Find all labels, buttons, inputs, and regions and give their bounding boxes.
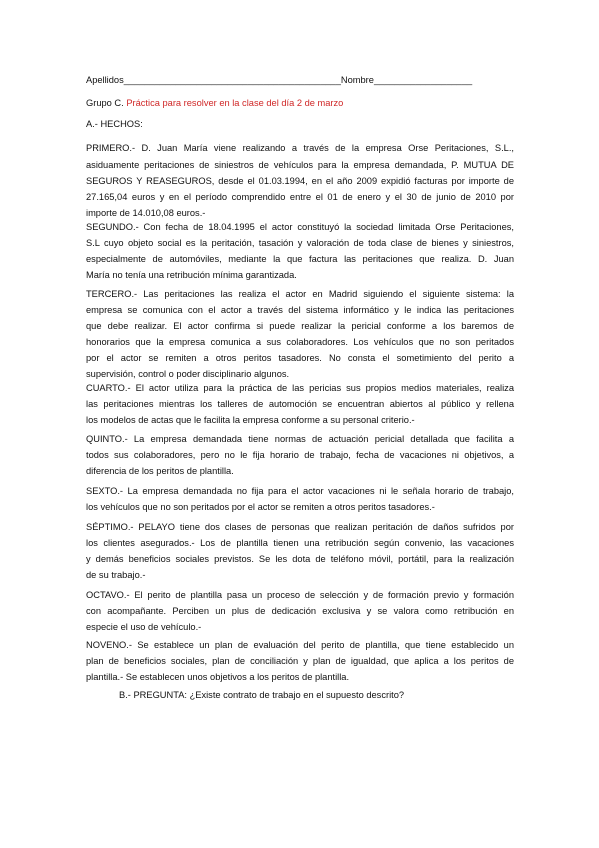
paragraph-line: y demás beneficios sociales previstos. Se les dota de teléfono móvil, portátil, para la realización — [86, 554, 514, 564]
paragraph-line: PRIMERO.- D. Juan María viene realizando a través de la empresa Orse Peritaciones, S.L., — [86, 143, 514, 153]
practice-title: Práctica para resolver en la clase del día 2 de marzo — [126, 98, 344, 108]
paragraph-line: importe de 14.010,08 euros.- — [86, 208, 206, 218]
paragraph-line: especialmente de automóviles, mediante la que factura las peritaciones que realiza. D. Juan — [86, 254, 514, 264]
group-label: Grupo C. — [86, 98, 124, 108]
paragraph-line: los vehículos que no son peritados por el actor se remiten a otros peritos tasadores.- — [86, 502, 435, 512]
paragraph-line: supervisión, control o poder disciplinario algunos. — [86, 369, 290, 379]
paragraph-line: especie el uso de vehículo.- — [86, 622, 202, 632]
paragraph-line: que debe realizar. El actor confirma si puede realizar la pericial conforme a los baremos de — [86, 321, 514, 331]
paragraph-line: SÉPTIMO.- PELAYO tiene dos clases de personas que realizan peritación de daños sufridos por — [86, 522, 514, 532]
paragraph-line: por el actor se remiten a otros peritos tasadores. No consta el sometimiento del perito a — [86, 353, 514, 363]
paragraph-line: los clientes asegurados.- Los de plantilla tienen una retribución según convenio, las vacaciones — [86, 538, 514, 548]
paragraph-line: de su trabajo.- — [86, 570, 146, 580]
paragraph-line: diferencia de los peritos de plantilla. — [86, 466, 234, 476]
paragraph-line: CUARTO.- El actor utiliza para la práctica de las pericias sus propios medios materiales, realiza — [86, 383, 514, 393]
paragraph-line: OCTAVO.- El perito de plantilla pasa un proceso de selección y de formación previo y formación — [86, 590, 514, 600]
paragraph-line: NOVENO.- Se establece un plan de evaluación del perito de plantilla, que tiene establecido un — [86, 640, 514, 650]
paragraph-line: TERCERO.- Las peritaciones las realiza el actor en Madrid siguiendo el siguiente sistema: la — [86, 289, 514, 299]
page-title — [86, 95, 514, 111]
paragraph-line: honorarios que la empresa comunica a sus colaboradores. Los vehículos que no son peritados — [86, 337, 514, 347]
hechos-heading: A.- HECHOS: — [86, 119, 143, 129]
paragraph-line: S.L cuyo objeto social es la peritación, tasación y valoración de toda clase de bienes y siniestros, — [86, 238, 514, 248]
paragraph-line: 27.165,04 euros y en el período comprendido entre el 01 de enero y el 30 de junio de 2010 por — [86, 192, 514, 202]
paragraph-line: SEXTO.- La empresa demandada no fija para el actor vacaciones ni le señala horario de trabajo, — [86, 486, 514, 496]
paragraph-line: empresa se comunica con el actor a través del sistema informático y le indica las peritaciones — [86, 305, 514, 315]
paragraph-line: QUINTO.- La empresa demandada tiene normas de actuación pericial detallada que facilita a — [86, 434, 514, 444]
paragraph-line: las peritaciones mientras los talleres de automoción se encuentran abiertos al público y rellena — [86, 399, 514, 409]
paragraph-line: plan de beneficios sociales, plan de conciliación y plan de igualdad, que aplica a los peritos de — [86, 656, 514, 666]
paragraph-line: SEGUROS Y REASEGUROS, desde el 01.03.1994, en el año 2009 expidió facturas por importe de — [86, 176, 514, 186]
paragraph-line: María no tenía una retribución mínima garantizada. — [86, 270, 297, 280]
paragraph-line: SEGUNDO.- Con fecha de 18.04.1995 el actor constituyó la sociedad limitada Orse Peritaciones, — [86, 222, 514, 232]
pregunta: B.- PREGUNTA: ¿Existe contrato de trabajo en el supuesto descrito? — [119, 690, 405, 700]
name-fields-line: Apellidos__________________________________________Nombre___________________ — [86, 75, 473, 85]
paragraph-line: con acompañante. Perciben un plus de dedicación exclusiva y se valora como retribución en — [86, 606, 514, 616]
paragraph-line: todos sus colaboradores, pero no le fija horario de trabajo, fecha de vacaciones ni objetivos, a — [86, 450, 514, 460]
paragraph-line: asiduamente peritaciones de siniestros de vehículos para la empresa demandada, P. MUTUA DE — [86, 160, 514, 170]
paragraph-line: plantilla.- Se establecen unos objetivos a los peritos de plantilla. — [86, 672, 350, 682]
paragraph-line: los modelos de actas que le facilita la empresa conforme a su personal criterio.- — [86, 415, 415, 425]
